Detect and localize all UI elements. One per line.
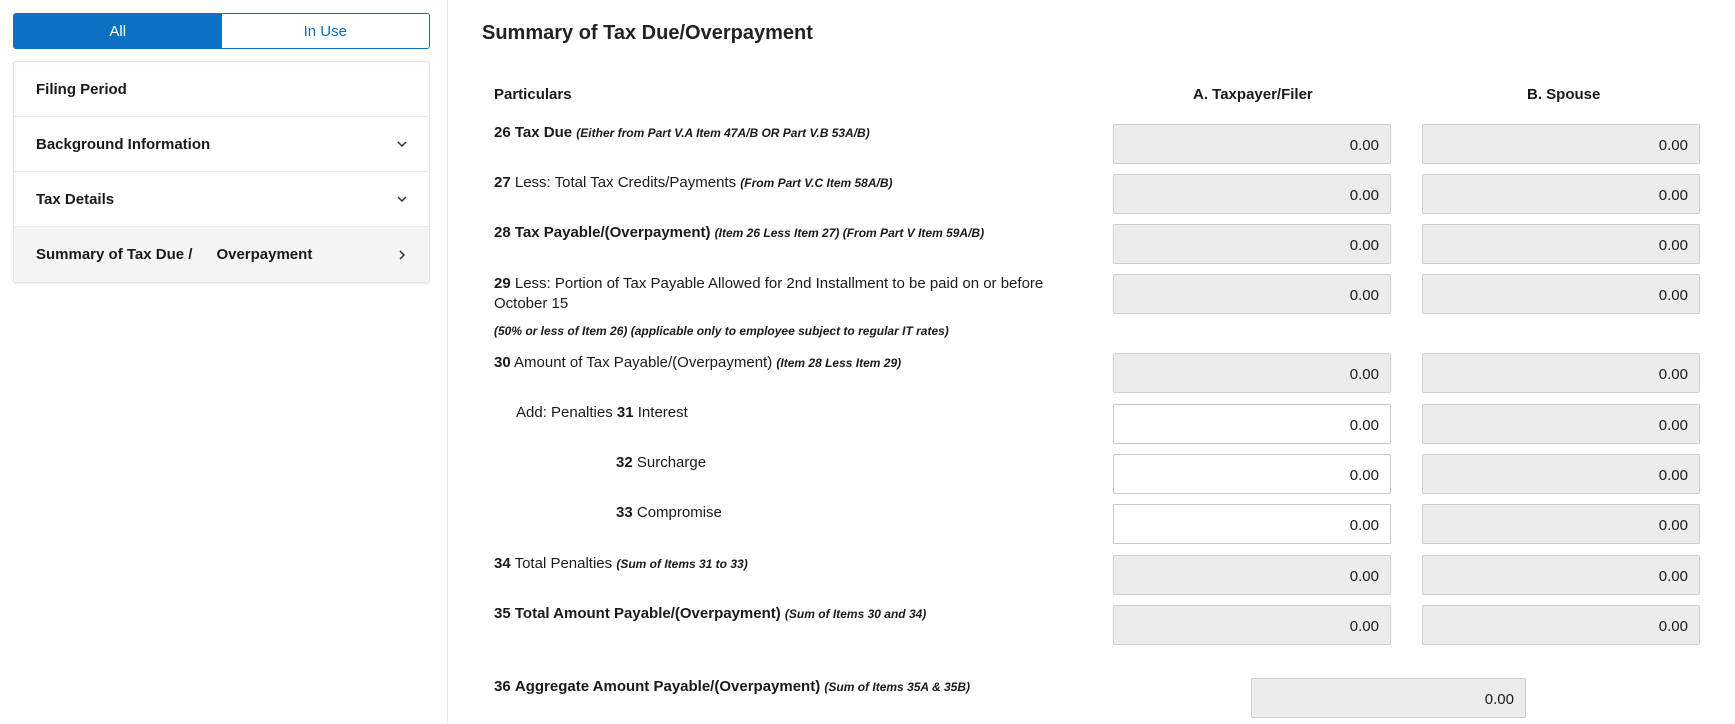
surcharge-input[interactable]: 0.00 bbox=[1113, 454, 1391, 494]
nav-item-label: Background Information bbox=[36, 135, 211, 153]
item-34b-field: 0.00 bbox=[1422, 555, 1700, 595]
header-taxpayer: A. Taxpayer/Filer bbox=[1193, 86, 1313, 103]
compromise-input[interactable]: 0.00 bbox=[1113, 504, 1391, 544]
chevron-down-icon bbox=[395, 192, 409, 206]
item-28b-field: 0.00 bbox=[1422, 224, 1700, 264]
sidebar bbox=[0, 0, 448, 724]
nav-item-label: Filing Period bbox=[36, 80, 127, 98]
item-29a-field: 0.00 bbox=[1113, 274, 1391, 314]
section-nav bbox=[13, 61, 430, 283]
item-26a-field: 0.00 bbox=[1113, 124, 1391, 164]
item-31b-field: 0.00 bbox=[1422, 404, 1700, 444]
nav-item-label: Tax Details bbox=[36, 190, 115, 208]
main-content bbox=[449, 0, 1735, 724]
item-36-field: 0.00 bbox=[1251, 678, 1526, 718]
item-29b-field: 0.00 bbox=[1422, 274, 1700, 314]
item-33b-field: 0.00 bbox=[1422, 504, 1700, 544]
page-title: Summary of Tax Due/Overpayment bbox=[482, 22, 813, 44]
row-35-label: 35 Total Amount Payable/(Overpayment) (Sum of Items 30 and 34) bbox=[494, 605, 927, 622]
filter-all-button[interactable]: All bbox=[14, 14, 222, 48]
row-32-label: 32 Surcharge bbox=[616, 454, 707, 471]
item-27b-field: 0.00 bbox=[1422, 174, 1700, 214]
row-27-label: 27 Less: Total Tax Credits/Payments (From Part V.C Item 58A/B) bbox=[494, 174, 893, 191]
row-30-label: 30 Amount of Tax Payable/(Overpayment) (Item 28 Less Item 29) bbox=[494, 354, 902, 371]
chevron-right-icon bbox=[395, 248, 409, 262]
filter-in-use-button[interactable]: In Use bbox=[222, 14, 430, 48]
item-32b-field: 0.00 bbox=[1422, 454, 1700, 494]
item-26b-field: 0.00 bbox=[1422, 124, 1700, 164]
item-28a-field: 0.00 bbox=[1113, 224, 1391, 264]
row-29-note: (50% or less of Item 26) (applicable only to employee subject to regular IT rates) bbox=[494, 324, 949, 338]
item-35b-field: 0.00 bbox=[1422, 605, 1700, 645]
row-28-label: 28 Tax Payable/(Overpayment) (Item 26 Less Item 27) (From Part V Item 59A/B) bbox=[494, 224, 985, 241]
row-29-label: 29 Less: Portion of Tax Payable Allowed for 2nd Installment to be paid on or before October 15 bbox=[494, 275, 1044, 312]
item-27a-field: 0.00 bbox=[1113, 174, 1391, 214]
filter-toggle bbox=[13, 13, 430, 49]
item-30a-field: 0.00 bbox=[1113, 353, 1391, 393]
nav-item-background-information[interactable] bbox=[14, 117, 429, 172]
row-34-label: 34 Total Penalties (Sum of Items 31 to 33) bbox=[494, 555, 748, 572]
item-35a-field: 0.00 bbox=[1113, 605, 1391, 645]
header-spouse: B. Spouse bbox=[1527, 86, 1601, 103]
header-particulars: Particulars bbox=[494, 86, 572, 103]
nav-item-summary-of-tax-due[interactable] bbox=[14, 227, 429, 282]
nav-item-filing-period[interactable] bbox=[14, 62, 429, 117]
nav-item-label: Summary of Tax Due / Overpayment bbox=[36, 246, 313, 263]
chevron-down-icon bbox=[395, 137, 409, 151]
row-36-label: 36 Aggregate Amount Payable/(Overpayment) (Sum of Items 35A & 35B) bbox=[494, 678, 970, 695]
item-34a-field: 0.00 bbox=[1113, 555, 1391, 595]
row-26-label: 26 Tax Due (Either from Part V.A Item 47A/B OR Part V.B 53A/B) bbox=[494, 124, 870, 141]
interest-input[interactable]: 0.00 bbox=[1113, 404, 1391, 444]
row-31-label: Add: Penalties 31 Interest bbox=[516, 404, 688, 421]
nav-item-tax-details[interactable] bbox=[14, 172, 429, 227]
row-33-label: 33 Compromise bbox=[616, 504, 722, 521]
item-30b-field: 0.00 bbox=[1422, 353, 1700, 393]
